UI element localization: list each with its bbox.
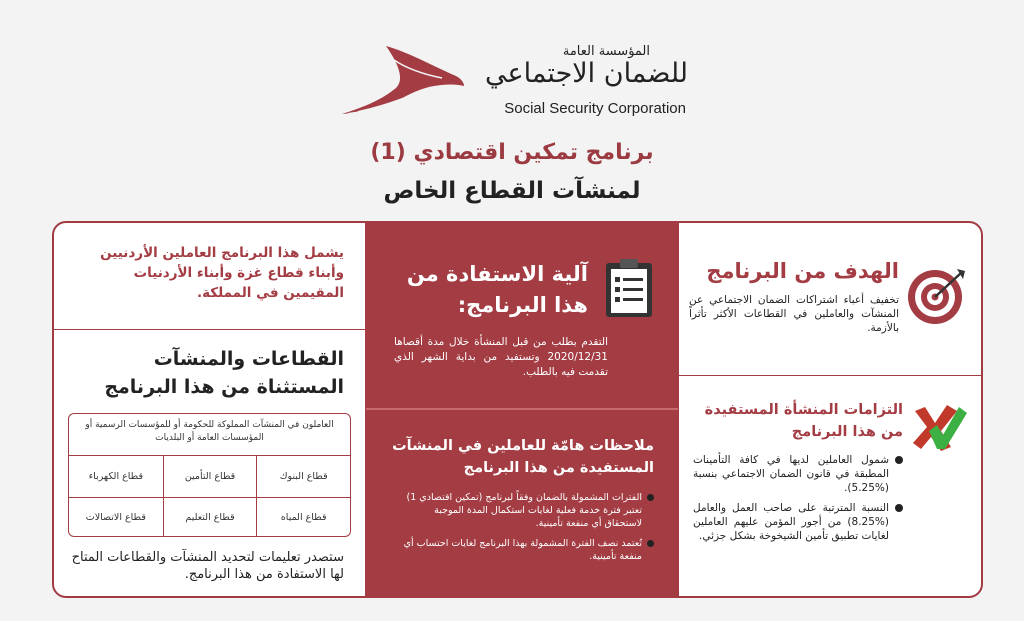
logo xyxy=(338,40,698,120)
sector-cell: قطاع التعليم xyxy=(163,497,257,537)
list-item: شمول العاملين لديها في كافة التأمينات المطبقة في قانون الضمان الاجتماعي بنسبة (%5.25). xyxy=(693,453,903,495)
commitments-list xyxy=(693,453,903,549)
sectors-grid xyxy=(69,456,350,537)
page-title: برنامج تمكين اقتصادي (1) xyxy=(370,140,654,165)
sector-cell: قطاع الكهرباء xyxy=(88,471,144,482)
divider xyxy=(54,329,366,330)
logo-english-name: Social Security Corporation xyxy=(504,100,686,117)
inclusion-text: يشمل هذا البرنامج العاملين الأردنيين وأبناء قطاع غزة وأبناء الأردنيات المقيمين في المملكة. xyxy=(100,245,344,301)
instructions-text: ستصدر تعليمات لتحديد المنشآت والقطاعات المتاح لها الاستفادة من هذا البرنامج. xyxy=(71,550,344,582)
mechanism-body: التقدم بطلب من قبل المنشأة خلال مدة أقصاها 2020/12/31 وتستفيد من بداية الشهر الذي تقدمت فيه بالطلب. xyxy=(394,336,608,378)
notes-title: ملاحظات هامّة للعاملين في المنشآت المستفيدة من هذا البرنامج xyxy=(392,438,654,476)
column-border xyxy=(678,223,679,598)
logo-arabic-small: المؤسسة العامة xyxy=(562,44,650,59)
list-item: النسبة المترتبة على صاحب العمل والعامل (%8.25) من أجور المؤمن عليهم العاملين لغايات تطبيق تأمين الشيخوخة بشكل جزئي. xyxy=(693,501,903,543)
sector-cell: قطاع المياه xyxy=(256,497,350,537)
sector-cell: قطاع التأمين xyxy=(163,456,257,497)
sector-cell: قطاع البنوك xyxy=(256,456,350,497)
goal-column xyxy=(678,223,981,596)
sector-cell: قطاع الاتصالات xyxy=(69,497,163,537)
logo-arabic-name: للضمان الاجتماعي xyxy=(484,58,688,89)
mechanism-title: آلية الاستفادة من هذا البرنامج: xyxy=(406,262,588,317)
column-border xyxy=(365,223,366,598)
excluded-title: القطاعات والمنشآت المستثناة من هذا البرنامج xyxy=(104,348,344,398)
page-subtitle: لمنشآت القطاع الخاص xyxy=(383,178,641,204)
divider xyxy=(678,375,981,376)
list-item: تُعتمد نصف الفترة المشمولة بهذا البرنامج لغايات احتساب أي منفعة تأمينية. xyxy=(396,537,654,563)
clipboard-icon xyxy=(604,257,656,319)
sectors-column xyxy=(54,223,366,596)
goal-body: تخفيف أعباء اشتراكات الضمان الاجتماعي عن المنشآت والعاملين في القطاعات الأكثر تأثراً بالأزمة. xyxy=(689,294,899,334)
mechanism-column xyxy=(366,223,678,596)
goal-title: الهدف من البرنامج xyxy=(706,259,899,283)
excluded-note: العاملون في المنشآت المملوكة للحكومة أو للمؤسسات الرسمية أو المؤسسات العامة أو البلديات xyxy=(69,414,350,456)
commitments-title: التزامات المنشأة المستفيدة من هذا البرنامج xyxy=(704,402,903,440)
target-icon xyxy=(905,265,967,327)
check-x-icon xyxy=(911,401,967,453)
notes-list xyxy=(396,491,654,570)
bird-logo-icon xyxy=(338,40,468,118)
divider xyxy=(366,408,678,410)
info-frame xyxy=(52,221,983,598)
list-item: الفترات المشمولة بالضمان وفقاً لبرنامج (تمكين اقتصادي 1) تعتبر فترة خدمة فعلية لغايات استكمال المدة الموجبة لاستحقاق أي منفعة تأمينية. xyxy=(396,491,654,530)
excluded-sectors-table xyxy=(68,413,351,537)
